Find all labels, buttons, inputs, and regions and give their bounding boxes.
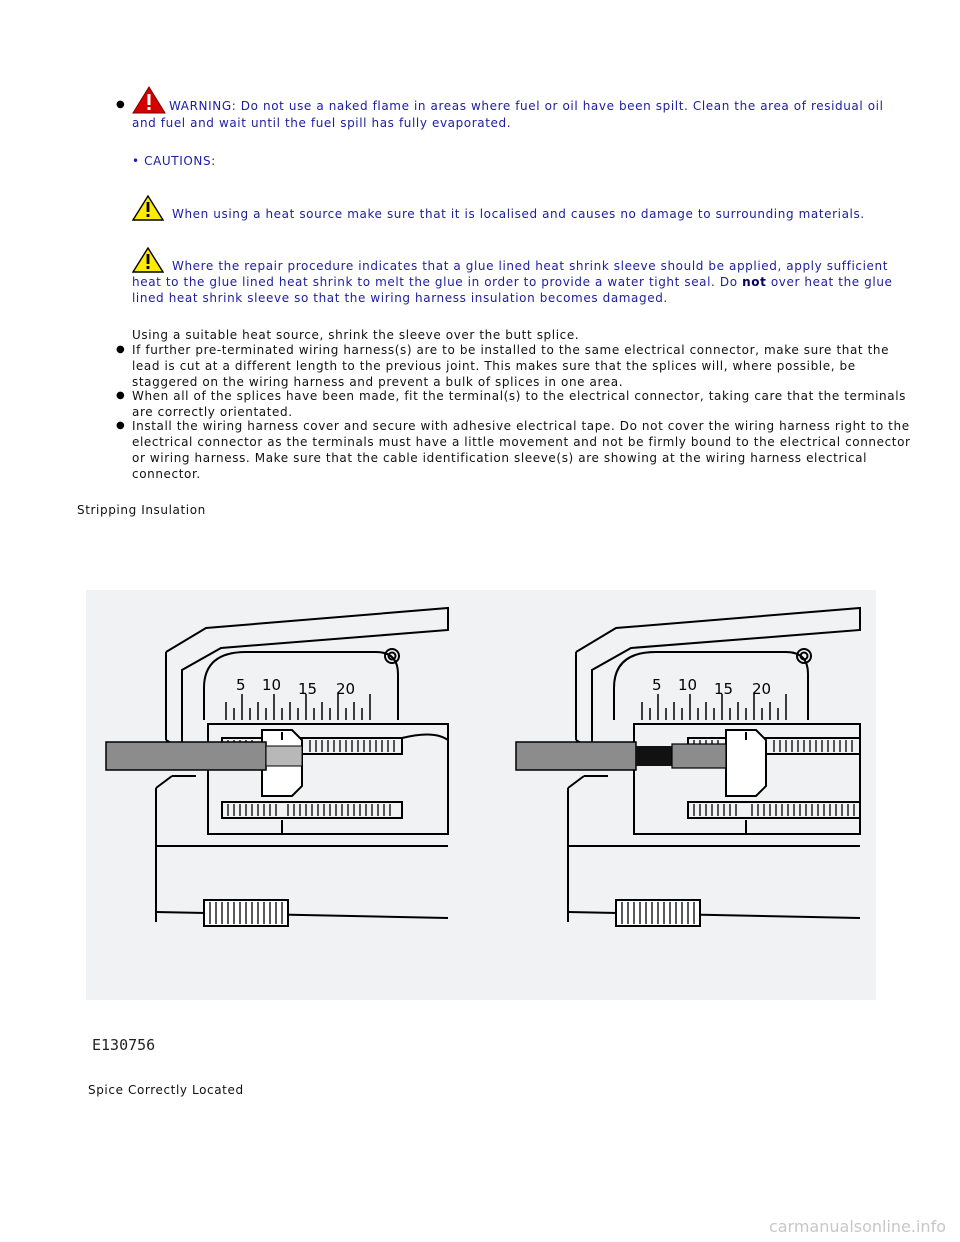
wire-stripper-illustration (86, 590, 876, 1000)
caution-icon (132, 195, 164, 221)
scale-label: 20 (752, 680, 772, 698)
cable-right (516, 742, 636, 770)
caption-splice-located: Spice Correctly Located (88, 1083, 244, 1097)
bullet-1-line-1: If further pre-terminated wiring harness(s) are to be installed to the same electrical connector, make sure that the (132, 343, 890, 357)
scale-label: 10 (262, 676, 282, 694)
caution-2-line-2 (132, 275, 893, 289)
scale-label: 5 (652, 676, 662, 694)
caution-2-emphasis: not (742, 275, 767, 289)
caption-stripping-insulation: Stripping Insulation (77, 503, 206, 517)
step-heat-text: Using a suitable heat source, shrink the sleeve over the butt splice. (132, 328, 580, 342)
bullet-1-line-2: lead is cut at a different length to the previous joint. This makes sure that the splices will, where possible, be (132, 359, 856, 373)
bullet-2-line-1: When all of the splices have been made, fit the terminal(s) to the electrical connector, taking care that the terminals (132, 389, 907, 403)
scale-label: 10 (678, 676, 698, 694)
caution-1-text: When using a heat source make sure that it is localised and causes no damage to surrounding materials. (172, 207, 865, 221)
warning-text-line-2: and fuel and wait until the fuel spill has fully evaporated. (132, 116, 512, 130)
caution-2-line-1: Where the repair procedure indicates that a glue lined heat shrink sleeve should be applied, apply sufficient (172, 259, 889, 273)
scale-label: 15 (714, 680, 734, 698)
figure-id: E130756 (92, 1036, 156, 1054)
bullet-2-line-2: are correctly orientated. (132, 405, 293, 419)
scale-label: 15 (298, 680, 318, 698)
caution-2-line-3: lined heat shrink sleeve so that the wiring harness insulation becomes damaged. (132, 291, 668, 305)
caution-2-line-2-end: over heat the glue (766, 275, 893, 289)
scale-label: 5 (236, 676, 246, 694)
bullet-icon: ● (116, 99, 125, 110)
caution-2-line-2-text: heat to the glue lined heat shrink to melt the glue in order to provide a water tight seal. Do (132, 275, 743, 289)
caution-icon (132, 247, 164, 273)
warning-icon (132, 86, 166, 114)
bullet-3-line-1: Install the wiring harness cover and secure with adhesive electrical tape. Do not cover the wiring harness right to the (132, 419, 910, 433)
bullet-1-line-3: staggered on the wiring harness and prevent a bulk of splices in one area. (132, 375, 624, 389)
cable-left (106, 742, 266, 770)
cautions-heading: • CAUTIONS: (132, 154, 216, 168)
bullet-3-line-3: or wiring harness. Make sure that the cable identification sleeve(s) are showing at the wiring harness electrical (132, 451, 868, 465)
bullet-icon: ● (116, 420, 125, 431)
scale-label: 20 (336, 680, 356, 698)
warning-text-line-1: WARNING: Do not use a naked flame in areas where fuel or oil have been spilt. Clean the area of residual oil (169, 99, 884, 113)
bullet-3-line-4: connector. (132, 467, 201, 481)
bullet-3-line-2: electrical connector as the terminals must have a little movement and not be firmly bound to the electrical connector (132, 435, 911, 449)
bullet-icon: ● (116, 344, 125, 355)
watermark: carmanualsonline.info (768, 1217, 946, 1236)
bullet-icon: ● (116, 390, 125, 401)
